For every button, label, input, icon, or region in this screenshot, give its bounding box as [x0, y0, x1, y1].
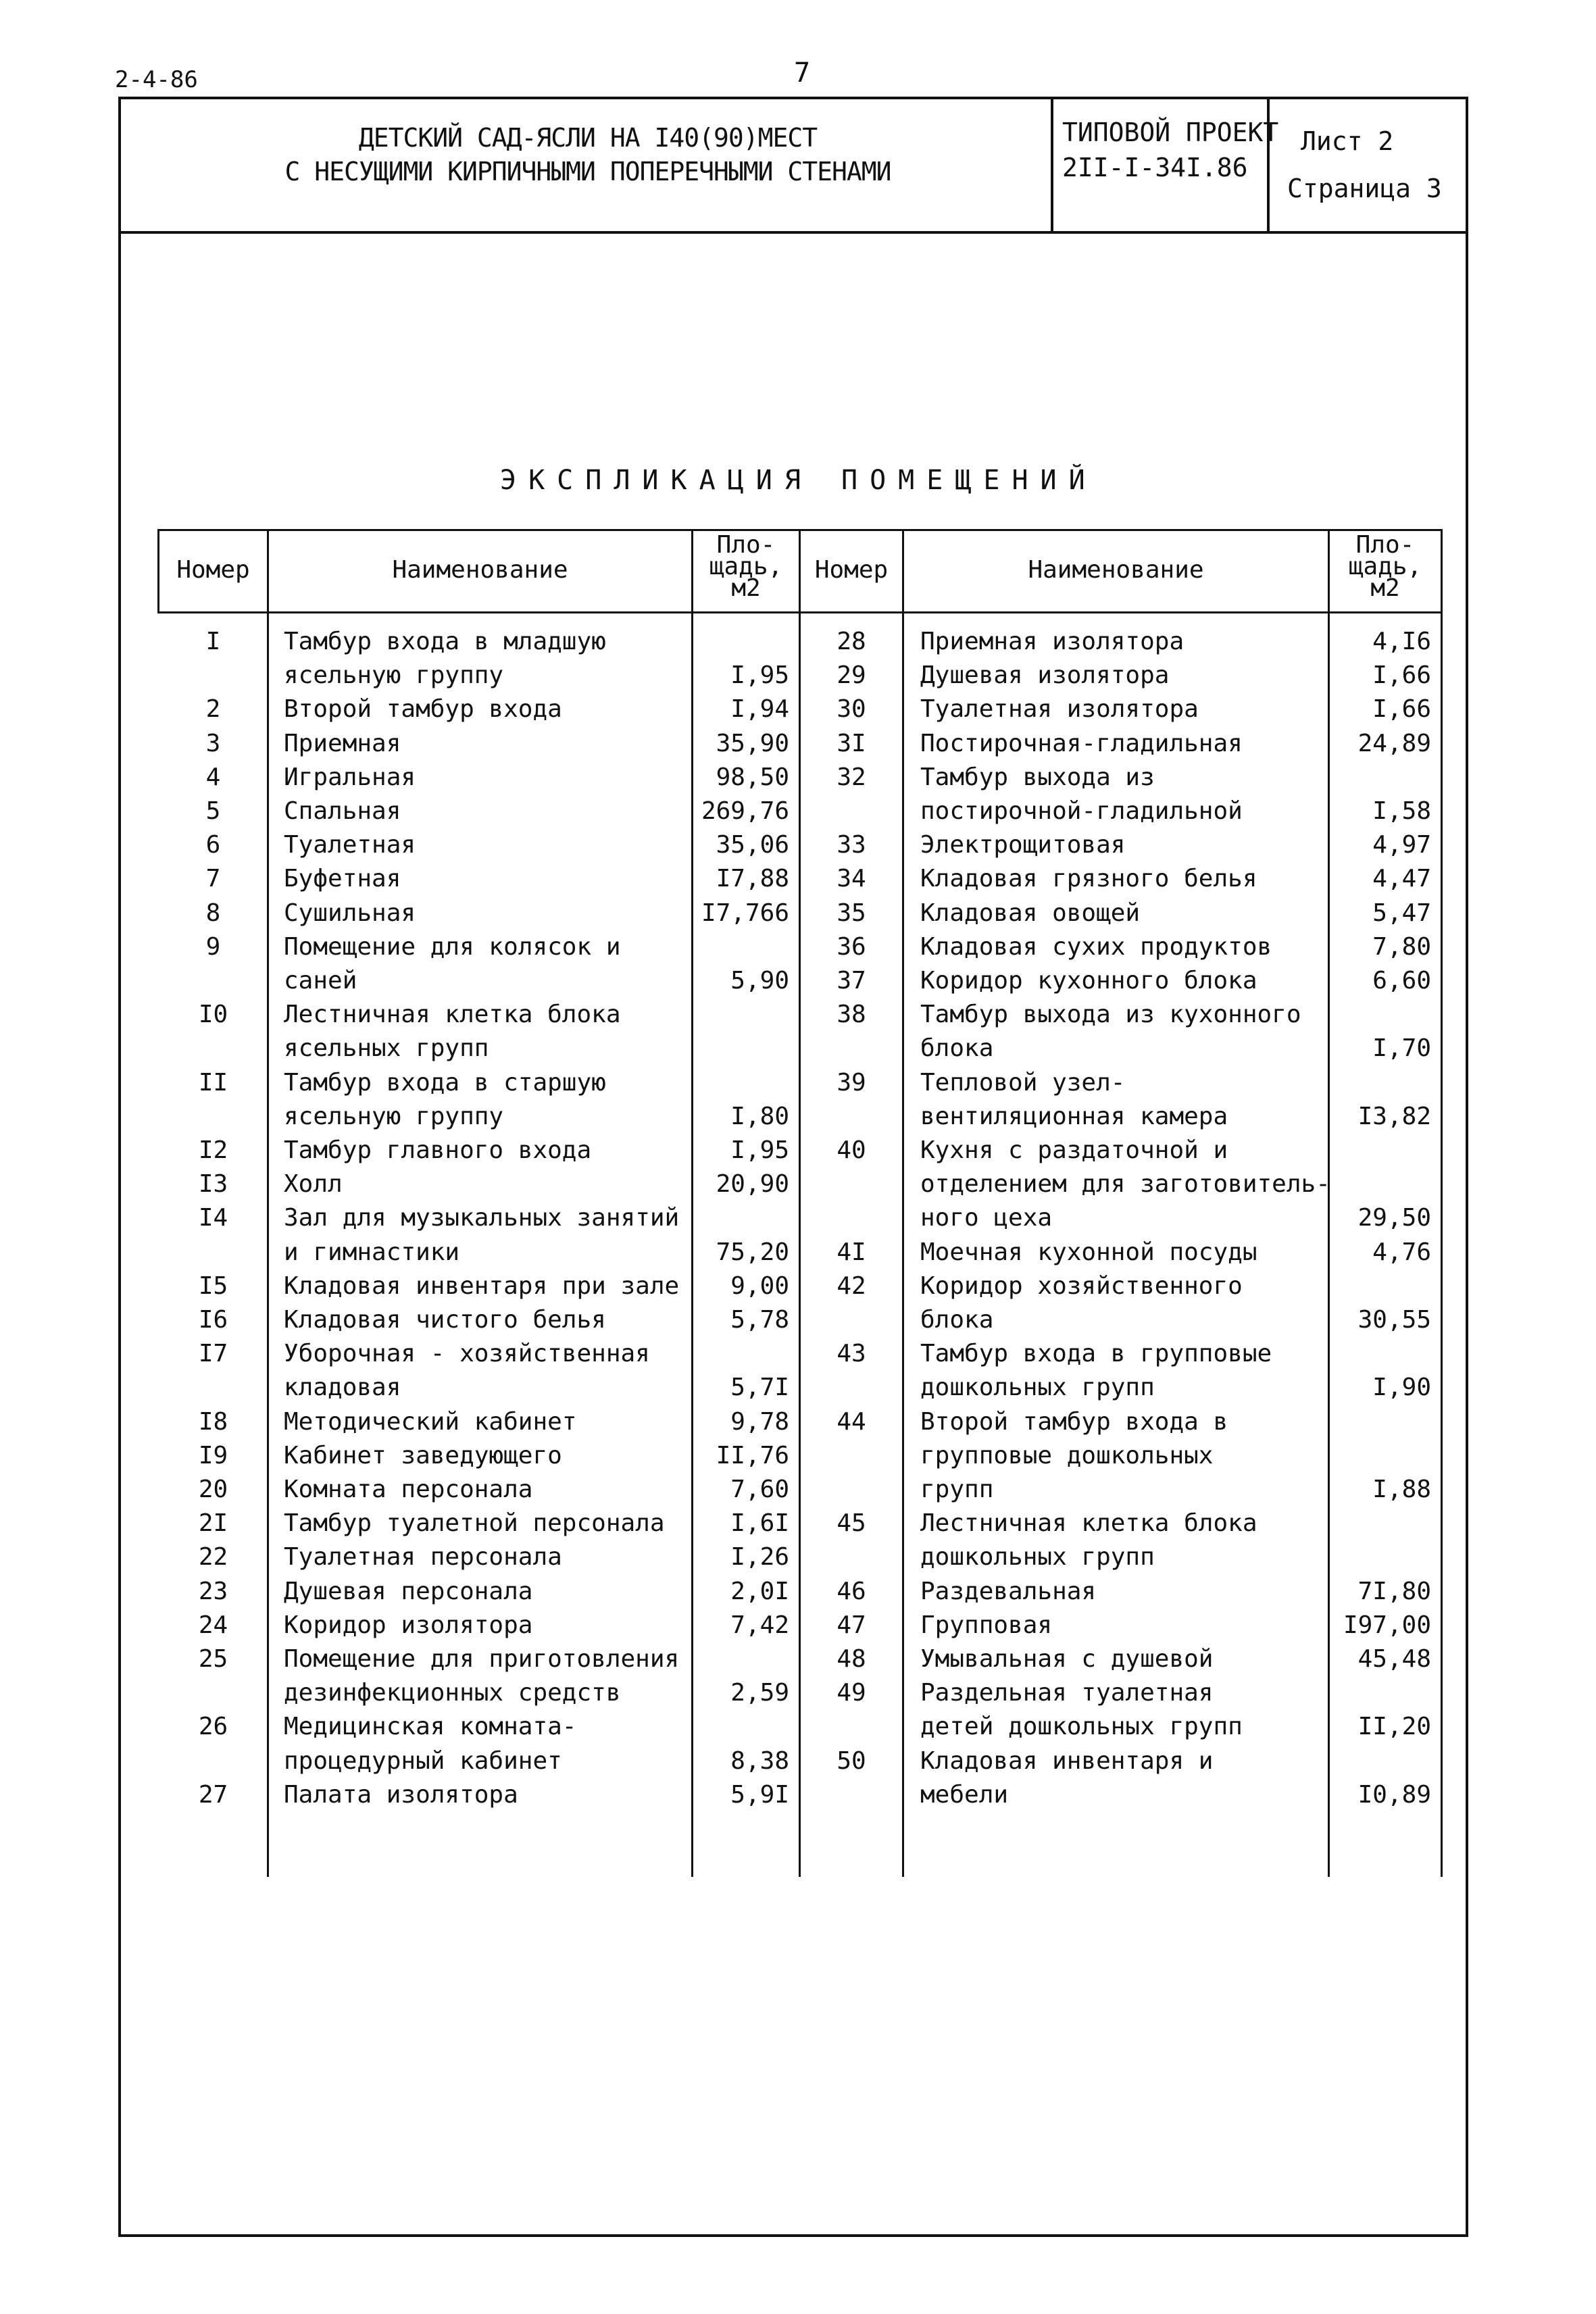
room-name: Коридор хозяйственного	[920, 1272, 1243, 1300]
room-area: II,76	[716, 1441, 789, 1469]
room-name: Туалетная персонала	[284, 1543, 562, 1571]
room-name: Групповая	[920, 1611, 1053, 1639]
room-area: I,95	[730, 661, 789, 690]
room-number: I	[205, 628, 221, 655]
room-name: Кабинет заведующего	[284, 1441, 562, 1469]
room-number: 43	[837, 1340, 866, 1368]
room-area: 29,50	[1357, 1204, 1431, 1232]
room-name: Уборочная - хозяйственная	[284, 1340, 650, 1368]
room-area: 6,60	[1372, 967, 1431, 995]
room-area: 5,78	[730, 1306, 789, 1334]
room-area: 5,7I	[730, 1374, 789, 1402]
table-column-line	[1441, 529, 1443, 1877]
room-name: саней	[284, 967, 357, 995]
room-number: 3I	[837, 729, 866, 757]
room-name: Лестничная клетка блока	[920, 1509, 1257, 1538]
room-number: 27	[198, 1780, 228, 1809]
room-name: Раздельная туалетная	[920, 1679, 1214, 1707]
room-number: 28	[837, 628, 866, 655]
project-title-line1: ДЕТСКИЙ САД-ЯСЛИ НА I40(90)МЕСТ	[358, 123, 818, 153]
room-number: 6	[205, 831, 221, 859]
room-name: Кладовая грязного белья	[920, 865, 1257, 893]
room-name: Умывальная с душевой	[920, 1645, 1214, 1673]
room-area: I,26	[730, 1543, 789, 1571]
room-name: Моечная кухонной посуды	[920, 1238, 1257, 1266]
room-name: блока	[920, 1034, 994, 1063]
room-name: Холл	[284, 1170, 343, 1199]
room-number: 4	[205, 763, 221, 791]
room-number: 3	[205, 729, 221, 757]
room-area: I,6I	[730, 1509, 789, 1538]
room-name: Тамбур входа в групповые	[920, 1340, 1272, 1368]
room-area: 98,50	[716, 763, 789, 791]
room-name: Сушильная	[284, 899, 416, 927]
room-name: дезинфекционных средств	[284, 1679, 621, 1707]
room-name: групп	[920, 1476, 994, 1503]
page-label: Страница 3	[1287, 174, 1442, 203]
room-area: 4,I6	[1372, 628, 1431, 655]
room-name: Буфетная	[284, 865, 401, 893]
sheet-label: Лист 2	[1301, 126, 1394, 156]
column-header-number: Номер	[176, 556, 250, 584]
room-number: 22	[198, 1543, 228, 1571]
room-area: I,66	[1372, 661, 1431, 690]
room-name: блока	[920, 1306, 994, 1334]
column-header-area: щадь,	[709, 553, 783, 580]
room-number: 9	[205, 932, 221, 961]
column-header-number: Номер	[814, 556, 889, 584]
room-area: I,88	[1372, 1476, 1431, 1503]
room-number: II	[198, 1068, 228, 1097]
room-name: Помещение для приготовления	[284, 1645, 680, 1673]
room-area: 5,9I	[730, 1780, 789, 1809]
room-area: 4,47	[1372, 865, 1431, 893]
room-number: I8	[198, 1407, 228, 1436]
room-name: Туалетная изолятора	[920, 695, 1199, 724]
room-name: постирочной-гладильной	[920, 797, 1243, 825]
room-name: Игральная	[284, 763, 416, 791]
room-number: 37	[837, 967, 866, 995]
room-area: I,58	[1372, 797, 1431, 825]
room-number: I3	[198, 1170, 228, 1199]
room-number: 39	[837, 1068, 866, 1097]
room-name: Тамбур входа в младшую	[284, 628, 606, 655]
room-number: 7	[205, 865, 221, 893]
title-block-divider	[118, 231, 1468, 234]
room-number: 46	[837, 1577, 866, 1605]
room-number: I0	[198, 1001, 228, 1029]
room-number: 50	[837, 1746, 866, 1775]
room-number: 29	[837, 661, 866, 690]
room-area: 7,60	[730, 1476, 789, 1503]
room-number: 25	[198, 1645, 228, 1673]
room-area: I3,82	[1357, 1102, 1431, 1130]
room-name: Приемная	[284, 729, 401, 757]
room-number: 49	[837, 1679, 866, 1707]
column-header-area: м2	[731, 574, 761, 602]
room-area: 269,76	[701, 797, 789, 825]
room-area: I7,766	[701, 899, 789, 927]
column-header-name: Наименование	[1028, 556, 1204, 584]
room-name: Лестничная клетка блока	[284, 1001, 621, 1029]
room-area: 75,20	[716, 1238, 789, 1266]
room-name: Тамбур выхода из	[920, 763, 1155, 791]
room-name: ного цеха	[920, 1204, 1053, 1232]
room-name: Медицинская комната-	[284, 1713, 577, 1741]
room-area: 9,00	[730, 1272, 789, 1300]
room-name: Тамбур входа в старшую	[284, 1068, 606, 1097]
room-name: и гимнастики	[284, 1238, 460, 1266]
room-area: 5,47	[1372, 899, 1431, 927]
room-name: Кухня с раздаточной и	[920, 1136, 1228, 1164]
room-number: 34	[837, 865, 866, 893]
table-column-line	[902, 529, 904, 1877]
room-name: Кладовая овощей	[920, 899, 1141, 927]
column-header-area: м2	[1370, 574, 1400, 602]
room-number: 44	[837, 1407, 866, 1436]
room-area: 35,06	[716, 831, 789, 859]
room-area: I7,88	[716, 865, 789, 893]
room-name: Кладовая инвентаря при зале	[284, 1272, 680, 1300]
room-area: I,66	[1372, 695, 1431, 724]
room-name: Тамбур выхода из кухонного	[920, 1001, 1301, 1029]
room-name: Комната персонала	[284, 1476, 533, 1503]
room-number: 24	[198, 1611, 228, 1639]
room-area: 20,90	[716, 1170, 789, 1199]
column-header-area: щадь,	[1348, 553, 1422, 580]
room-area: I0,89	[1357, 1780, 1431, 1809]
room-name: отделением для заготовитель-	[920, 1170, 1330, 1199]
room-name: Душевая изолятора	[920, 661, 1170, 690]
room-number: 2	[205, 695, 221, 724]
room-name: мебели	[920, 1780, 1009, 1809]
room-name: Электрощитовая	[920, 831, 1126, 859]
room-number: 33	[837, 831, 866, 859]
room-area: I,95	[730, 1136, 789, 1164]
room-area: 5,90	[730, 967, 789, 995]
room-name: Тамбур туалетной персонала	[284, 1509, 665, 1538]
column-header-area: Пло-	[1355, 531, 1415, 559]
room-name: Кладовая инвентаря и	[920, 1746, 1214, 1775]
room-name: Спальная	[284, 797, 401, 825]
title-block-separator	[1051, 97, 1053, 233]
room-area: 30,55	[1357, 1306, 1431, 1334]
column-header-name: Наименование	[392, 556, 568, 584]
project-label: ТИПОВОЙ ПРОЕКТ	[1062, 118, 1279, 147]
room-area: 7,80	[1372, 932, 1431, 961]
room-number: 45	[837, 1509, 866, 1538]
room-area: I97,00	[1343, 1611, 1431, 1639]
room-area: 8,38	[730, 1746, 789, 1775]
room-number: I5	[198, 1272, 228, 1300]
room-number: I2	[198, 1136, 228, 1164]
room-name: кладовая	[284, 1374, 401, 1402]
room-number: 47	[837, 1611, 866, 1639]
room-number: 36	[837, 932, 866, 961]
room-number: 23	[198, 1577, 228, 1605]
room-area: II,20	[1357, 1713, 1431, 1741]
room-name: Коридор изолятора	[284, 1611, 533, 1639]
room-number: 4I	[837, 1238, 866, 1266]
room-name: ясельных групп	[284, 1034, 489, 1063]
room-number: I9	[198, 1441, 228, 1469]
room-number: I7	[198, 1340, 228, 1368]
room-name: Тамбур главного входа	[284, 1136, 592, 1164]
room-name: дошкольных групп	[920, 1543, 1155, 1571]
room-name: ясельную группу	[284, 1102, 504, 1130]
room-number: 42	[837, 1272, 866, 1300]
project-title-line2: С НЕСУЩИМИ КИРПИЧНЫМИ ПОПЕРЕЧНЫМИ СТЕНАМИ	[284, 157, 891, 186]
room-name: Помещение для колясок и	[284, 932, 621, 961]
page-number: 7	[794, 57, 811, 89]
room-number: 20	[198, 1476, 228, 1503]
room-area: 2,59	[730, 1679, 789, 1707]
room-area: 7I,80	[1357, 1577, 1431, 1605]
room-name: вентиляционная камера	[920, 1102, 1228, 1130]
room-number: 5	[205, 797, 221, 825]
room-name: Второй тамбур входа	[284, 695, 562, 724]
column-header-area: Пло-	[716, 531, 776, 559]
room-name: Второй тамбур входа в	[920, 1407, 1228, 1436]
room-name: Постирочная-гладильная	[920, 729, 1243, 757]
room-number: 8	[205, 899, 221, 927]
room-number: 48	[837, 1645, 866, 1673]
room-number: 40	[837, 1136, 866, 1164]
room-area: I,80	[730, 1102, 789, 1130]
project-number: 2II-I-34I.86	[1062, 153, 1248, 182]
room-area: 35,90	[716, 729, 789, 757]
room-number: 2I	[198, 1509, 228, 1538]
room-number: 26	[198, 1713, 228, 1741]
room-name: Кладовая сухих продуктов	[920, 932, 1272, 961]
room-name: Приемная изолятора	[920, 628, 1184, 655]
room-number: 32	[837, 763, 866, 791]
room-name: Раздевальная	[920, 1577, 1097, 1605]
room-name: детей дошкольных групп	[920, 1713, 1243, 1741]
room-area: 2,0I	[730, 1577, 789, 1605]
room-name: Зал для музыкальных занятий	[284, 1204, 680, 1232]
room-number: 30	[837, 695, 866, 724]
room-area: 24,89	[1357, 729, 1431, 757]
table-heading: ЭКСПЛИКАЦИЯ ПОМЕЩЕНИЙ	[500, 465, 1097, 496]
room-name: Душевая персонала	[284, 1577, 533, 1605]
room-name: ясельную группу	[284, 661, 504, 690]
document-code: 2-4-86	[115, 66, 198, 93]
room-area: 9,78	[730, 1407, 789, 1436]
room-name: Кладовая чистого белья	[284, 1306, 606, 1334]
room-area: 4,76	[1372, 1238, 1431, 1266]
room-area: 7,42	[730, 1611, 789, 1639]
room-area: I,90	[1372, 1374, 1431, 1402]
room-name: Методический кабинет	[284, 1407, 577, 1436]
room-name: Тепловой узел-	[920, 1068, 1126, 1097]
room-area: I,94	[730, 695, 789, 724]
room-name: Палата изолятора	[284, 1780, 518, 1809]
room-area: 45,48	[1357, 1645, 1431, 1673]
room-name: дошкольных групп	[920, 1374, 1155, 1402]
table-column-line	[267, 529, 269, 1877]
room-area: 4,97	[1372, 831, 1431, 859]
room-name: процедурный кабинет	[284, 1746, 562, 1775]
room-number: 35	[837, 899, 866, 927]
room-name: Туалетная	[284, 831, 416, 859]
room-number: I6	[198, 1306, 228, 1334]
room-area: I,70	[1372, 1034, 1431, 1063]
room-name: групповые дошкольных	[920, 1441, 1214, 1469]
room-number: I4	[198, 1204, 228, 1232]
room-number: 38	[837, 1001, 866, 1029]
room-name: Коридор кухонного блока	[920, 967, 1257, 995]
